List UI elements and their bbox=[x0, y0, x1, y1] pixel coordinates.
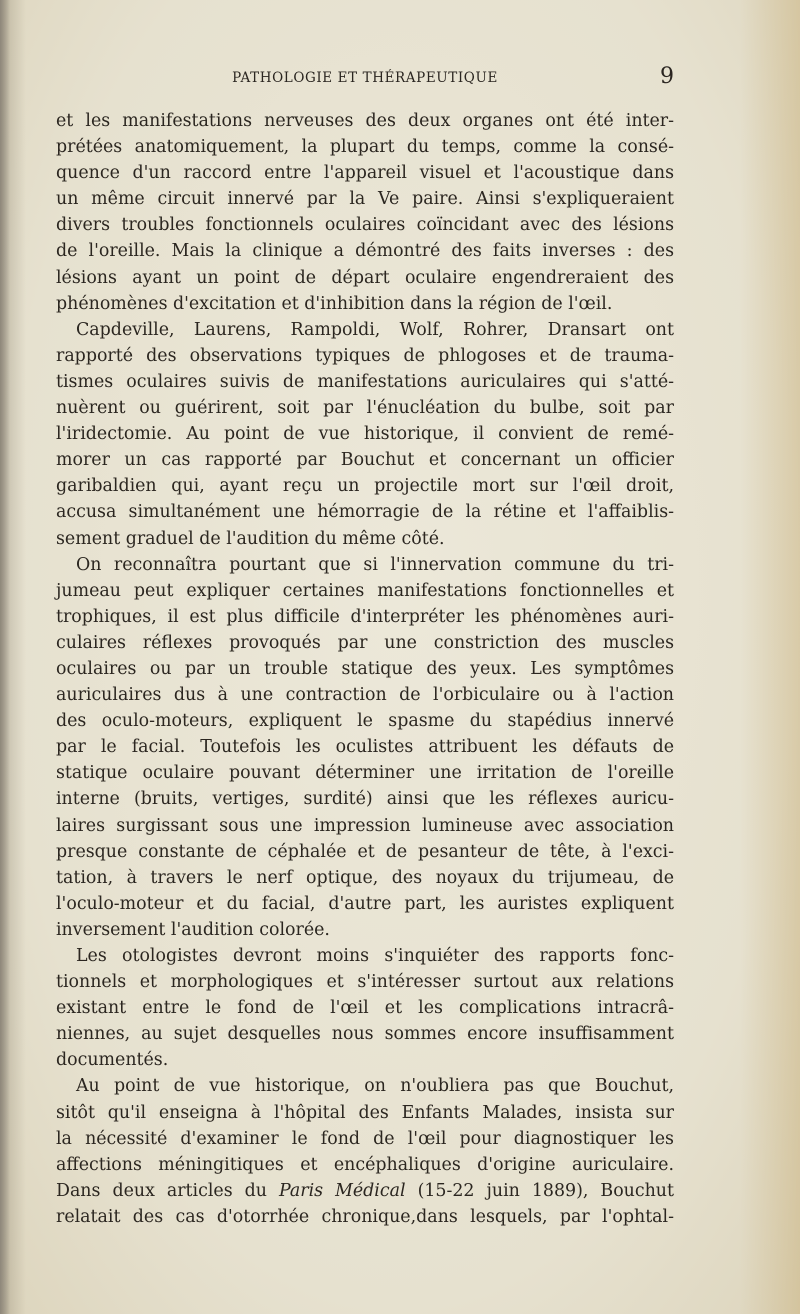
text-line: auriculaires dus à une contraction de l'orbiculaire ou à l'action bbox=[56, 685, 674, 706]
text-line: divers troubles fonctionnels oculaires coïncidant avec des lésions bbox=[56, 215, 674, 236]
text-line: affections méningitiques et encéphaliques d'origine auriculaire. bbox=[56, 1154, 674, 1175]
page-number: 9 bbox=[660, 64, 674, 89]
text-line: tionnels et morphologiques et s'intéresser surtout aux relations bbox=[56, 972, 674, 993]
text-line-with-title bbox=[56, 1178, 674, 1204]
text-line: Capdeville, Laurens, Rampoldi, Wolf, Rohrer, Dransart ont bbox=[76, 319, 674, 340]
text-line: documentés. bbox=[56, 1050, 169, 1071]
text-line: quence d'un raccord entre l'appareil visuel et l'acoustique dans bbox=[56, 163, 674, 184]
text-line: prétées anatomiquement, la plupart du temps, comme la consé- bbox=[56, 137, 674, 158]
text-segment: Dans deux articles du bbox=[56, 1180, 267, 1201]
text-line: presque constante de céphalée et de pesanteur de tête, à l'exci- bbox=[56, 841, 674, 862]
text-line: jumeau peut expliquer certaines manifestations fonctionnelles et bbox=[56, 580, 674, 601]
running-title: PATHOLOGIE ET THÉRAPEUTIQUE bbox=[232, 70, 498, 86]
page-binding-edge bbox=[0, 0, 10, 1314]
text-line: relatait des cas d'otorrhée chronique,dans lesquels, par l'ophtal- bbox=[56, 1206, 674, 1227]
text-line: statique oculaire pouvant déterminer une irritation de l'oreille bbox=[56, 763, 674, 784]
text-line: niennes, au sujet desquelles nous sommes encore insuffisamment bbox=[56, 1024, 674, 1045]
text-line: tation, à travers le nerf optique, des noyaux du trijumeau, de bbox=[56, 867, 674, 888]
text-line: inversement l'audition colorée. bbox=[56, 919, 330, 940]
text-line: et les manifestations nerveuses des deux organes ont été inter- bbox=[56, 111, 674, 131]
text-line: existant entre le fond de l'œil et les complications intracrâ- bbox=[56, 998, 674, 1019]
text-line: accusa simultanément une hémorragie de la rétine et l'affaiblis- bbox=[56, 502, 674, 523]
running-header bbox=[56, 64, 674, 94]
text-line: Au point de vue historique, on n'oubliera pas que Bouchut, bbox=[76, 1076, 674, 1097]
journal-title: Paris Médical bbox=[278, 1180, 406, 1201]
text-line: l'iridectomie. Au point de vue historique, il convient de remé- bbox=[56, 424, 674, 445]
text-line: morer un cas rapporté par Bouchut et concernant un officier bbox=[56, 450, 674, 471]
text-line: la nécessité d'examiner le fond de l'œil pour diagnostiquer les bbox=[56, 1128, 674, 1149]
text-line: trophiques, il est plus difficile d'interpréter les phénomènes auri- bbox=[56, 606, 674, 627]
text-line: nuèrent ou guérirent, soit par l'énucléation du bulbe, soit par bbox=[56, 398, 674, 419]
text-line: Les otologistes devront moins s'inquiéter des rapports fonc- bbox=[76, 946, 674, 966]
text-line: un même circuit innervé par la Ve paire. Ainsi s'expliqueraient bbox=[56, 189, 674, 210]
text-line: sitôt qu'il enseigna à l'hôpital des Enfants Malades, insista sur bbox=[56, 1102, 674, 1123]
text-line: rapporté des observations typiques de phlogoses et de trauma- bbox=[56, 345, 674, 366]
text-segment: (15-22 juin 1889), Bouchut bbox=[417, 1180, 674, 1201]
text-line: par le facial. Toutefois les oculistes attribuent les défauts de bbox=[56, 737, 674, 758]
text-line: des oculo-moteurs, expliquent le spasme du stapédius innervé bbox=[56, 711, 674, 732]
text-line: l'oculo-moteur et du facial, d'autre part, les auristes expliquent bbox=[56, 893, 674, 914]
text-line: phénomènes d'excitation et d'inhibition dans la région de l'œil. bbox=[56, 293, 613, 314]
body-text bbox=[56, 108, 674, 1230]
text-line: garibaldien qui, ayant reçu un projectile mort sur l'œil droit, bbox=[56, 476, 674, 497]
text-line: oculaires ou par un trouble statique des yeux. Les symptômes bbox=[56, 658, 674, 679]
text-line: de l'oreille. Mais la clinique a démontré des faits inverses : des bbox=[56, 241, 674, 262]
text-line: interne (bruits, vertiges, surdité) ainsi que les réflexes auricu- bbox=[56, 789, 674, 810]
text-line: tismes oculaires suivis de manifestations auriculaires qui s'atté- bbox=[56, 371, 674, 392]
text-line: laires surgissant sous une impression lumineuse avec association bbox=[56, 815, 674, 836]
text-line: On reconnaîtra pourtant que si l'innervation commune du tri- bbox=[76, 554, 674, 575]
text-line: culaires réflexes provoqués par une constriction des muscles bbox=[56, 632, 674, 653]
text-line: sement graduel de l'audition du même côté. bbox=[56, 528, 445, 549]
text-line: lésions ayant un point de départ oculaire engendreraient des bbox=[56, 267, 674, 288]
